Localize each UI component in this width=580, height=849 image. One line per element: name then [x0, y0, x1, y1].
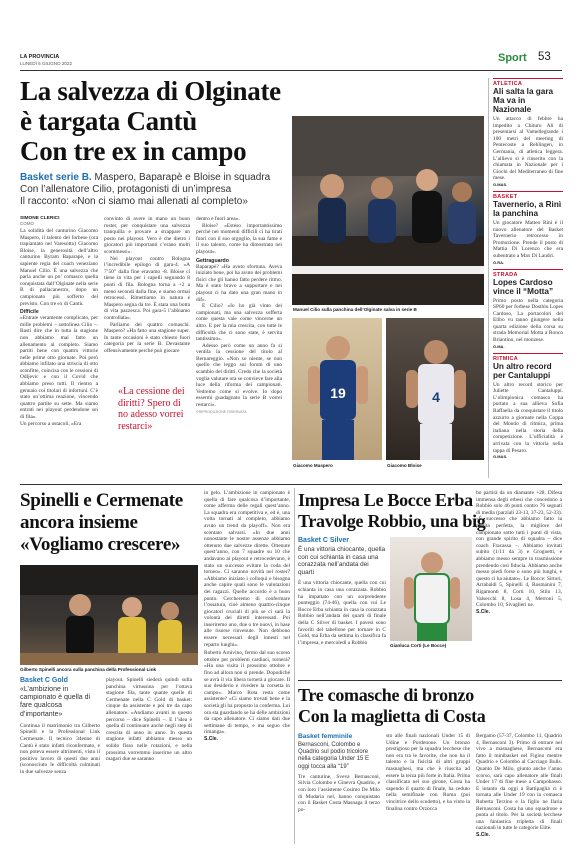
sidebar-title-strada: Lopes Cardoso vince il “Motta” — [493, 277, 554, 296]
player-graphic-bloise — [386, 318, 484, 460]
lead-paragraph-10: E Cilio? «Io ho già vinto dei campionati, ma una salvezza sofferta come questa vale come vincerne un altro. E per la mia crescita, con tutte le difficoltà che ci sono state, è servita tantissimo». — [196, 303, 282, 343]
article2-signature: S.Cle. — [204, 735, 218, 742]
sidebar-item-basket — [493, 191, 563, 265]
lead-paragraph-7: dentro e fuori area». — [196, 216, 240, 222]
lead-paragraph-8: Bloise? «Esteso importantissimo perché nei momenti difficili ci ha tirati fuori con il suo orgoglio, la sua fame e il suo talento, come ha dimostrato nei playout». — [196, 222, 282, 255]
sidebar-body-ritmica: Un altro record storico per Juliette Cantaluppi. L’olimpionica comasca ha portato a sua allieva Sofia Raffaelia da conquistare il titolo azzurro a giornate nella Coppa del Mondo di ritmica, prima italiana nella storia della competizione. L’ufficialità è arrivata con la vittoria nella tappa di Pesaro. — [493, 381, 563, 454]
svg-text:4: 4 — [432, 389, 440, 405]
article3-column-2 — [476, 490, 562, 615]
sidebar-tag-basket: BASKET — [493, 193, 518, 200]
photo-bloise — [386, 318, 484, 460]
lead-paragraph-1: La solidità del canturino Giacomo Maspero, il talento del forbese (ora trapiantato nel Varesotto) Giacomo Bloise, la generosità dell’altro canturino Byram Baparapè, e la sapiente regia del coach veneziano Manuel Cilio. È una salvezza che parla anche un po’ comasco quella conquistata dall’Olginate nella serie B di pallacanestro, dopo un campionato più sofferto del previsto. Con tre ex di Cantù. — [20, 228, 98, 307]
sidebar-sig-basket: G.RA. — [493, 259, 505, 265]
article4-headline-1: Tre comasche di bronzo — [298, 685, 474, 705]
lead-headline-3: Con tre ex in campo — [20, 136, 247, 166]
article2-body-1b: playout. Spinelli siederà quindi sulla panchina virtussina per l’ottava stagione fila, tante quante quelle di Cermenate nella C Gold di basket: cinque da assistente e poi tre da capo allenatore. «Andiamo avanti in questo percorso – dice Spinelli –. E l’idea è quella di continuare anche negli step di crescita di anno in anno. In questa stagione infatti abbiamo messo un solido fisso nelle rotazioni, e nella prossima vorremmo inserirne un altro magari due se saranno — [106, 677, 192, 763]
article3-headline-2: Travolge Robbio, una big — [298, 511, 486, 531]
article4-body-1: Tre canturine, Sveva Bernasconi, Silvia Colombo e Ginevra Quadrio, e con loro l’assistente Cosimo De Milo di Mudaria nel, hanno conquistato con il Basket Costa Masnaga il terzo po- — [298, 773, 380, 813]
dateline: COMO — [20, 221, 34, 226]
sidebar-tag-strada: STRADA — [493, 271, 518, 278]
sidebar-sig-atletica: G.MAS. — [493, 181, 508, 187]
lead-paragraph-5: Nei playout contro Bologna l’incredibile epilogo di gara-4. «A 7’50” dalla fine eravamo -8. Bloise ci tiene in vita per i capelli segnando 8 punti di fila. Bologna torna a +2 a meno secondi dalla fine, e siamo ormai retrocessi. Rimettiamo in natura e Maspero segna da tre. È stata una botta di vita pazzesca. Poi gara-5 l’abbiamo controllata». — [104, 255, 190, 321]
masthead-paper: LA PROVINCIA — [20, 54, 60, 60]
lead-paragraph-4: convinto di avere in mano un buon roster, per conquistare una salvezza tranquilla e provare a strappare un posto nei playout. Vero è che dietro i giocatori più importanti c’erano molti scommessi». — [104, 216, 190, 255]
lead-column-3 — [196, 216, 282, 414]
lead-sub-2: Con l’allenatore Cilio, protagonisti di un’impresa — [20, 184, 232, 195]
credit: ©RIPRODUZIONE RISERVATA — [196, 409, 247, 414]
article2-column-2 — [204, 490, 290, 742]
photo-spinelli — [20, 565, 198, 665]
player-graphic-maspero — [292, 318, 382, 460]
sidebar-title-ritmica: Un altro record per Cantaluppi — [493, 361, 552, 380]
article2-body-1: Continua il matrimonio tra Gilberto Spinelli e la Professional Link Cermenate. Il tecnico 34enne di Cantù è stato infatti riconfermato, e non poteva essere altrimenti, visto il positivo lavoro di questi due anni (sconosciuto le difficoltà culminati in due salvezze senza — [20, 722, 100, 775]
sidebar-title-basket: Tavernerio, a Rinì la panchina — [493, 199, 562, 218]
lead-sub-1: Maspero, Baparapè e Bloise in squadra — [91, 172, 271, 183]
pull-quote — [118, 386, 190, 432]
article2-headline-1: Spinelli e Cermenate — [20, 490, 183, 511]
article4-column-1 — [298, 733, 380, 813]
article4-headline-2: Con la maglietta di Costa — [298, 706, 486, 726]
lead-headline-1: La salvezza di Olginate — [20, 76, 281, 106]
article2-kicker: Basket C Gold — [20, 677, 68, 684]
sidebar-item-ritmica — [493, 353, 563, 460]
lead-paragraph-9: Baparapè? «Ha avuto sfortuna. Aveva iniziato bene, poi ha avuto dei problemi fisici che gli hanno fatto perdere ritmo. Ma è stato bravo a supportare e nei playout ci ha dato una gran mano in dif». — [196, 263, 282, 303]
masthead-date: LUNEDÌ 6 GIUGNO 2022 — [20, 61, 73, 66]
photo-caption-cilio: Manuel Cilio sulla panchina dell’Olginate salva in serie B — [293, 307, 417, 312]
article4-deck: Bernasconi, Colombo e Quadrio sul podio tricolore nella categoria Under 15 E oggi tocca alla “19” — [298, 742, 370, 770]
sidebar-body-strada: Primo posto nella categoria SP60 per forbese Dosthlu Lopes Cardoso, La portacolori del Elibo vu tanno giungere nella quarta edizione della corsa su strada Memorial Motta a Ronco Briantino, nel monzese. — [493, 297, 563, 344]
lead-column-1 — [20, 216, 98, 427]
article3-kicker: Basket C Silver — [298, 537, 349, 544]
sidebar-sig-strada: G.MA. — [493, 343, 505, 349]
article2-headline-3: «Vogliamo crescere» — [20, 534, 181, 555]
article4-column-2 — [386, 733, 470, 812]
article2-body-3: Roberto Arnivino, fermo dal suo scorso ottobre per problemi cardiaci, tornerà? «Ha una visita il prossimo ottobre e fino ad allora non si prende. Dopodiché se avrà il via libera tornerà a giocare. Il suo desiderio e rivedere la corsetta in campo». Marco Rota resta come assistente? «Ci siamo trovati bene e la società gli ha proposto la conferma. Lui ora sta guardando se ha delle ambizioni da capo allenatore. Ci siamo dati due settimane di tempo, e ma seguo che rimanga». — [204, 650, 290, 736]
sidebar-title-atletica: Ali salta la gara Ma va in Nazionale — [493, 87, 554, 114]
masthead-divider — [20, 70, 562, 71]
pull-quote-text: «La cessione dei diritti? Spero di no adesso vorrei restarci» — [118, 386, 185, 432]
lead-paragraph-11: Adesso però come un anno fa si ventila la cessione del titolo al Bernareggio. «Non so niente, se non quello che leggo sui forum di uno scambio dei diritti. Credo che la società voglia valutare ora se convieve fare alla luce della riforma dei campionati. Vedremo come si evolve. Io dopo essermi guadagnato la serie B vorrei restarci». — [196, 342, 282, 409]
article2-body-2: in gelo. L’ambizione in campionato è quella di fare qualcosa d’importante, come afferma delle regali quest’anno. La squadra era competitiva e, ed è, una volta tornati al completo, abbiamo avuto un trend da playoff». Non era scontato salvarsi. «In due anni nonostante le nostre assenze abbiamo ottenuto due salvezze dirette. Ottenute quest’anno, con 7 squadre su 10 che andavano ai playout e retrocedevano, è stato un successo evitare la coda del torneo». Ci saranno novità nel roster? «Abbiamo iniziato i colloqui e bisogna anche capire quali sono le valutazioni dei ragazzi. Quelle accordo è a buon punto. Cercheremo di confermare l’ossatura, cioè almeno quattro-cinque giocatori cruciali di più se ci sarà la volontà dei diretti interessati. Poi inseriremo uno, due o tre nuovi, in base alle risorse rinvenute. Non debbono essere necessari degli innesti nel reparto lunghi». — [204, 490, 290, 648]
article2-headline-2: ancora insieme — [20, 512, 138, 533]
article3-signature: S.Cle. — [476, 608, 490, 615]
article3-body-2: bo partirà da un diamante +28. Difesa immensa degli erbesi che concedono a Robbio solo 46 punti contro 76 segnati di media (parziali 23-13, 37-23, 52-33). «È successo che abbiamo fatto la partita perfetta, la migliore del campionato sotto tutti i punti di vista, con grande spirito di squadra – dice coach Fracassa –. Abbiamo invitati subito (1/11 da 3) e Grognetti, e abbiamo messo sempre in trasmissione prendendo così fiducia. Abbiamo anche messo piedi forse o sono più lunghi, e questo ci ha aiutato». Le Bocce: Sirtori, Arrabaldi 5, Spinelli 4, Rosmanini 7, Rigamonti 8, Corti 10, Stilo 13, Valsecchi 8, Losa 4, Merroni 5, Colombo 10, Sivaglieri ne. — [476, 490, 562, 609]
sidebar-item-atletica — [493, 78, 563, 187]
photo-maspero — [292, 318, 382, 460]
article2-deck: «L’ambizione in campionato è quella di fare qualcosa d’importante» — [20, 686, 91, 718]
article3-column-1 — [298, 537, 386, 646]
article3-headline-1: Impresa Le Bocce Erba — [298, 490, 473, 510]
lead-paragraph-6: Parliamo dei quattro comaschi. Maspero? «Ha fatto una stagione super. In tante occasioni è stato chiesto fuori categoria per la serie B. Devastante offensivamente perché può giocare — [104, 321, 190, 354]
caption-bloise: Giacomo Bloise — [387, 463, 422, 468]
lead-column-2 — [104, 216, 190, 354]
section-divider — [20, 484, 562, 485]
lead-sub-3: Il racconto: «Non ci siamo mai allenati al completo» — [20, 196, 248, 207]
photo-cilio-bench — [292, 116, 484, 305]
sidebar-body-basket: Un giocatore Matteo Rinì è il nuovo allenatore del Basket Tavernerio retrocesso in Promozione. Prende il posto di Mattia Di Lorenzo che era subentrato a Max Di Laudri. — [493, 219, 563, 259]
lead-subhead — [20, 172, 290, 208]
sidebar-body-atletica: Un attacco di febbre ha impedito a Chituru Ali di presentarsi al Vamellegrande i 100 metri del meeting di Pentecoste a Rehlingen, in Germania, di atletica leggera. L’allievo sì è rinserito con la chiamata in Nazionale per i Giochi del Mediterraneo di fine mese. — [493, 116, 563, 182]
lead-paragraph-2: «Entrate veramente complicato, per mille problemi – sottolinea Cilio –. Basti dire che in tutta la stagione non abbiamo mai fatto un allenamento al completo. Siamo partiti bene con quattro vittorie nelle prime otto giornate. Poi però abbiamo infilato una striscia di otto sconfitte, coincisa con le cessioni di Odljevic e con il Covid che abbiamo preso tutti. Il rientro a gennaio coi titolari di infortuni. C’è stato un’ottima reazione, vincendo quattro partite su sette. Ma siamo entrati nei playout perdendone sei di fila». — [20, 315, 98, 421]
article3-photo-caption: Gianluca Corti (Le Bocce) — [390, 643, 447, 648]
sidebar — [493, 78, 563, 459]
sidebar-item-strada — [493, 269, 563, 349]
byline: SIMONE CLERICI — [20, 216, 60, 221]
lead-headline-2: è targata Cantù — [20, 106, 197, 136]
sidebar-sig-ritmica: G.MAS. — [493, 454, 508, 460]
sidebar-tag-ritmica: RITMICA — [493, 355, 519, 362]
article3-body-1: È una vittoria chiocante, quella con cui schianta in casa una corazzata. Robbio ha impattato con un sorprendente punteggio (74-46), quella con cui Le Bocce Erba schianta in casa la corazzata Robbio nell’andata dei quarti di finale della C Silver di basket. I pavesi sono favoriti del tabellone per tornare in C Gold, ma Erba da settima in classifica fa l’impresa, e mercoledì a Robbio — [298, 580, 386, 646]
sidebar-divider — [488, 78, 489, 478]
article2-column-1 — [20, 677, 100, 776]
spinelli-scene-graphic — [20, 565, 198, 665]
article2-photo-caption: Gilberto Spinelli ancora sulla panchina della Professional Link — [20, 667, 157, 672]
caption-maspero: Giacomo Maspero — [293, 463, 333, 468]
page-number: 53 — [538, 51, 551, 63]
photo-corti — [390, 537, 472, 641]
section-name: Sport — [498, 52, 527, 64]
article-column-divider — [294, 488, 295, 844]
article4-body-2: sto alle finali nazionali Under 15 di Udine e Pordenone. Un bronzo prestigioso per la squadra lecchese che non era tra le favorite, che non ha il talento e la fisicità di altri gruppi masnaghesi, ma che è riuscita ad essere la terza più forte in Italia. Prima classificata nel suo girone, Costa ha sapendo il quarto di finale, ha ceduto nella semifinale con Roma (poi vincitrice dello scudetto), e ha vinto la finalina contro Orzocca — [386, 733, 470, 812]
lead-subheading-difficile: Difficile — [20, 309, 39, 316]
article2-column-1b — [106, 677, 192, 763]
article4-divider — [298, 680, 562, 681]
article3-deck: È una vittoria chiocante, quella con cui schianta in casa una corazzata nell’andata dei quarti — [298, 546, 386, 576]
article4-kicker: Basket femminile — [298, 733, 353, 740]
lead-subheading-traguardo: Gettraguardo — [196, 257, 229, 264]
sidebar-tag-atletica: ATLETICA — [493, 81, 523, 87]
bench-scene-graphic — [292, 116, 484, 305]
article4-body-3: Bergamo (57-37, Colombo 11, Quadrio 4, Bernasconi 3). Primo di entrare nel vivo a masnaghese, Bernasconi era fatto il minibasket nel Figino mentre Quadrio e Colombo al Cacciago Bulls. Quanto De Milo, giunto anche l’anno scorso, sarà capo allenatore alle finali Under 17 di fine mese a Campobasso. E intanto da oggi a Battipaglia ci è tornata alle Under 19 con la comasca Roberta Terzino e la figlio ne Ilaria Bernasconi. Costa ha uno squadrone e punta al titolo. Per la società lecchese una fantastica tripletta di finali nazionali in tutte le categorie Elite. — [476, 733, 562, 832]
svg-text:19: 19 — [330, 385, 346, 401]
player-graphic-corti — [390, 537, 472, 641]
lead-paragraph-3: Un percorso a ostacoli, «Era — [20, 420, 82, 427]
article4-signature: S.Cle. — [476, 831, 490, 838]
lead-kicker: Basket serie B. — [20, 172, 92, 183]
article4-column-3 — [476, 733, 562, 838]
